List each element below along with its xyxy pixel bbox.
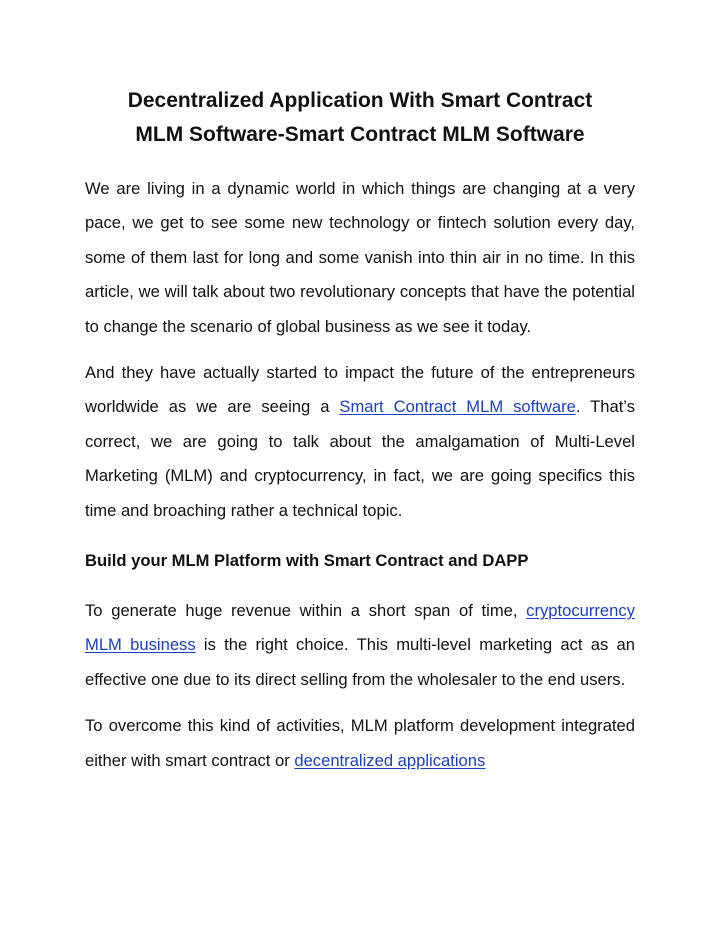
page-title <box>85 84 635 152</box>
document-page <box>85 84 635 778</box>
paragraph-text: To overcome this kind of activities, MLM platform development integrated either with smart contract or <box>85 716 635 770</box>
paragraph-revenue <box>85 594 635 697</box>
smart-contract-mlm-software-link[interactable]: Smart Contract MLM software <box>339 397 576 417</box>
title-line-2: MLM Software-Smart Contract MLM Software <box>135 123 585 146</box>
paragraph-text: is the right choice. This multi-level marketing act as an effective one due to its direct selling from the wholesaler to the end users. <box>85 635 635 689</box>
title-line-1: Decentralized Application With Smart Contract <box>127 89 593 112</box>
decentralized-applications-link[interactable]: decentralized applications <box>294 750 486 770</box>
paragraph-text: . That’s correct, we are going to talk about the amalgamation of Multi-Level Marketing (MLM) and cryptocurrency, in fact, we are going specifics this time and broaching rather a technical topic. <box>85 397 635 520</box>
section-heading: Build your MLM Platform with Smart Contract and DAPP <box>85 551 529 571</box>
cryptocurrency-mlm-business-link[interactable]: cryptocurrency MLM business <box>85 601 635 655</box>
paragraph-intro: We are living in a dynamic world in which things are changing at a very pace, we get to see some new technology or fintech solution every day, some of them last for long and some vanish into thin air in no time. In this article, we will talk about two revolutionary concepts that have the potential to change the scenario of global business as we see it today. <box>85 179 635 336</box>
paragraph-text: To generate huge revenue within a short span of time, <box>85 601 527 621</box>
paragraph-overcome <box>85 709 635 778</box>
paragraph-entrepreneurs <box>85 356 635 528</box>
paragraph-text: And they have actually started to impact the future of the entrepreneurs worldwide as we are seeing a <box>85 363 635 417</box>
